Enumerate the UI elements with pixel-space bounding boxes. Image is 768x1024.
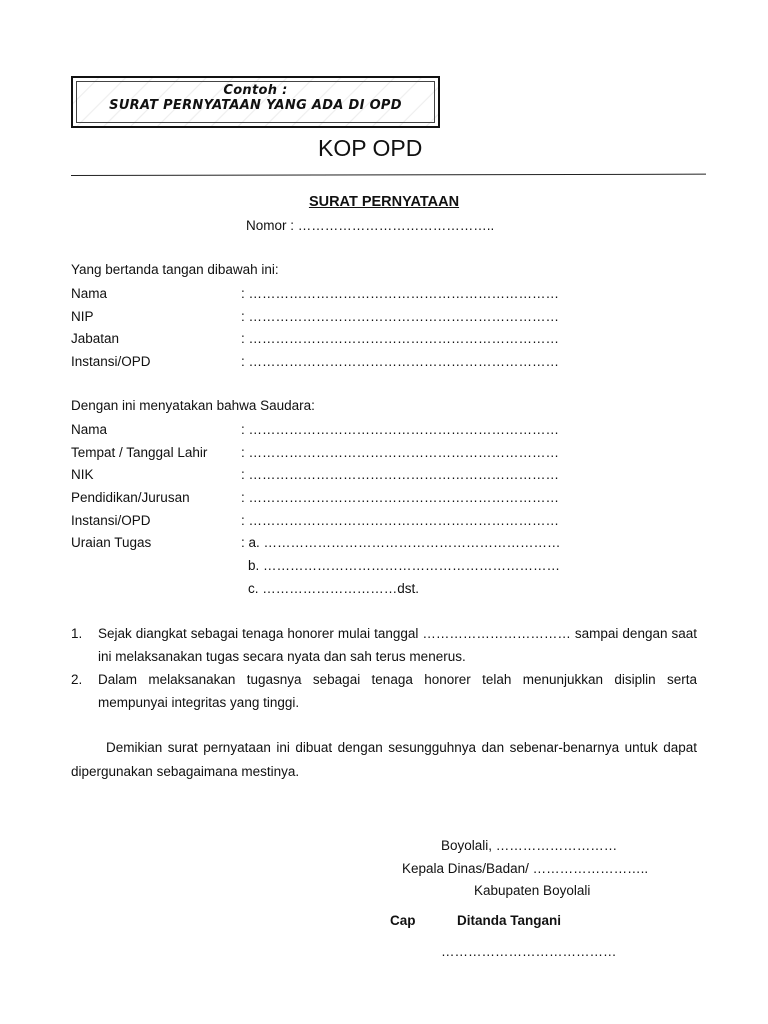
signature-position: Kepala Dinas/Badan/ …………………….. <box>402 861 649 876</box>
field-label: NIP <box>71 308 94 324</box>
field-value: : …………………………………………………………… <box>241 354 560 370</box>
statement-list <box>71 622 697 714</box>
list-item-text: Dalam melaksanakan tugasnya sebagai tenaga honorer telah menunjukkan disiplin serta mempunyai integritas yang tinggi. <box>98 672 697 710</box>
signature-signed-label: Ditanda Tangani <box>457 913 562 928</box>
closing-paragraph: Demikian surat pernyataan ini dibuat dengan sesungguhnya dan sebenar-benarnya untuk dapat dipergunakan sebagaimana mestinya. <box>71 740 697 779</box>
field-value: : …………………………………………………………… <box>241 512 560 528</box>
signature-place-date: Boyolali, ……………………… <box>441 838 618 853</box>
field-label: NIK <box>71 467 94 483</box>
field-value: : a. ………………………………………………………… <box>241 535 561 551</box>
field-label: Pendidikan/Jurusan <box>71 490 190 506</box>
signer-intro: Yang bertanda tangan dibawah ini: <box>71 262 279 277</box>
field-label: Instansi/OPD <box>71 354 151 370</box>
list-item-text: Sejak diangkat sebagai tenaga honorer mulai tanggal …………………………… sampai dengan saat ini melaksanakan tugas secara nyata dan sah terus menerus. <box>98 626 697 664</box>
field-label: Tempat / Tanggal Lahir <box>71 444 208 460</box>
field-value: : …………………………………………………………… <box>241 331 560 347</box>
list-item-number: 2. <box>71 672 83 687</box>
list-item-number: 1. <box>71 626 83 641</box>
field-value: : …………………………………………………………… <box>241 422 560 437</box>
field-label: Uraian Tugas <box>71 535 152 551</box>
field-value: : …………………………………………………………… <box>241 286 560 301</box>
letterhead-title: KOP OPD <box>318 135 423 161</box>
letterhead-divider <box>71 174 706 176</box>
field-label: Jabatan <box>71 331 120 347</box>
field-label: Instansi/OPD <box>71 512 151 528</box>
field-value: : …………………………………………………………… <box>241 490 560 506</box>
task-item-b: b. ………………………………………………………… <box>248 558 561 574</box>
example-box-title: Contoh : <box>223 83 288 98</box>
field-value: : …………………………………………………………… <box>241 308 560 324</box>
signature-name-line: ………………………………… <box>441 944 617 959</box>
signature-region: Kabupaten Boyolali <box>474 883 591 898</box>
field-value: : …………………………………………………………… <box>241 467 560 483</box>
list-item <box>71 622 697 668</box>
document-number: Nomor : …………………………………….. <box>246 218 495 233</box>
document-title: SURAT PERNYATAAN <box>308 194 460 210</box>
field-value: : …………………………………………………………… <box>241 444 560 460</box>
signature-stamp-label: Cap <box>390 913 416 928</box>
example-box-subtitle: SURAT PERNYATAAN YANG ADA DI OPD <box>109 98 402 113</box>
field-label: Nama <box>71 422 108 437</box>
list-item <box>71 668 697 714</box>
field-label: Nama <box>71 286 108 301</box>
task-item-c: c. …………………………dst. <box>248 580 420 596</box>
subject-intro: Dengan ini menyatakan bahwa Saudara: <box>71 398 315 413</box>
example-box <box>71 76 440 128</box>
